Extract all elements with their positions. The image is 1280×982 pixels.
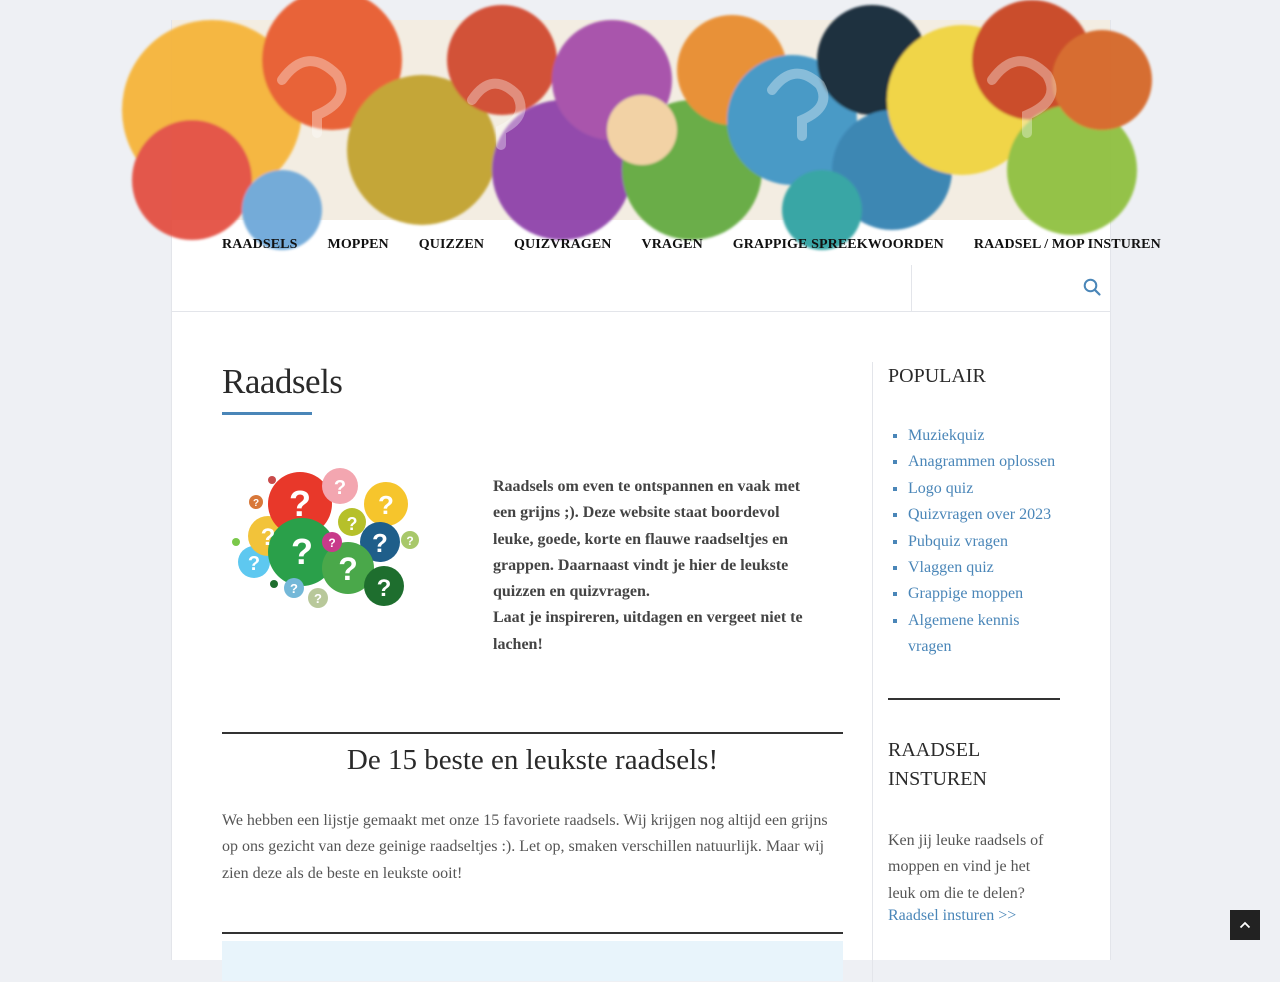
list-item xyxy=(908,555,1060,581)
svg-text:?: ? xyxy=(406,534,414,548)
nav-item-quizvragen[interactable]: QUIZVRAGEN xyxy=(514,237,612,252)
riddle-box xyxy=(222,941,843,981)
nav-item-grappige-spreekwoorden[interactable]: GRAPPIGE SPREEKWOORDEN xyxy=(732,237,944,252)
sidebar-divider xyxy=(888,698,1060,700)
svg-text:?: ? xyxy=(290,581,298,596)
chevron-up-icon xyxy=(1239,920,1251,930)
popular-link-vlaggen-quiz[interactable]: Vlaggen quiz xyxy=(908,559,994,577)
svg-text:?: ? xyxy=(346,514,358,534)
intro-paragraph: Raadsels om even te ontspannen en vaak met een grijns ;). Deze website staat boordevol leuke, goede, korte en flauwe raadseltjes en grappen. Daarnaast vindt je hier de leukste quizzen en quizvragen. xyxy=(493,478,801,601)
svg-text:?: ? xyxy=(291,531,313,572)
page-title: Raadsels xyxy=(222,362,343,401)
svg-text:?: ? xyxy=(378,490,394,520)
nav-menu xyxy=(222,235,1191,253)
section-title: De 15 beste en leukste raadsels! xyxy=(346,744,719,776)
page-container xyxy=(171,20,1161,960)
svg-text:?: ? xyxy=(314,591,322,606)
list-item xyxy=(908,502,1060,528)
popular-widget-title: POPULAIR xyxy=(888,365,986,387)
popular-link-algemene-kennis[interactable]: Algemene kennis vragen xyxy=(908,611,1020,656)
svg-text:?: ? xyxy=(372,528,388,558)
popular-link-logo-quiz[interactable]: Logo quiz xyxy=(908,479,974,497)
title-underline xyxy=(222,412,312,415)
nav-item-moppen[interactable]: MOPPEN xyxy=(327,237,389,252)
section-text: We hebben een lijstje gemaakt met onze 15 favoriete raadsels. Wij krijgen nog altijd een grijns op ons gezicht van deze geinige raadseltjes :). Let op, smaken verschillen natuurlijk. Maar wij zien deze als de beste en leukste ooit! xyxy=(222,812,828,882)
sidebar xyxy=(872,362,1061,982)
nav-item-vragen[interactable]: VRAGEN xyxy=(641,237,703,252)
list-item xyxy=(908,581,1060,607)
nav-item-raadsel-mop-insturen[interactable]: RAADSEL / MOP INSTUREN xyxy=(973,237,1161,252)
search-input[interactable] xyxy=(920,275,1074,301)
submit-widget-text: Ken jij leuke raadsels of moppen en vind je het leuk om die te delen? xyxy=(888,832,1044,902)
popular-link-anagrammen[interactable]: Anagrammen oplossen xyxy=(908,453,1056,471)
svg-text:?: ? xyxy=(376,575,392,602)
popular-link-pubquiz[interactable]: Pubquiz vragen xyxy=(908,532,1008,550)
svg-text:?: ? xyxy=(260,524,276,551)
svg-text:?: ? xyxy=(338,551,358,587)
svg-text:?: ? xyxy=(333,477,347,499)
popular-link-muziekquiz[interactable]: Muziekquiz xyxy=(908,427,985,444)
list-item xyxy=(908,423,1060,449)
back-to-top-button[interactable] xyxy=(1230,910,1260,940)
list-item xyxy=(908,449,1060,475)
popular-list xyxy=(888,423,1060,661)
header-banner[interactable] xyxy=(172,20,1110,220)
svg-text:?: ? xyxy=(252,498,260,509)
list-item xyxy=(908,608,1060,661)
main-navigation xyxy=(172,220,1161,312)
svg-text:?: ? xyxy=(289,483,311,524)
intro-paragraph-2: Laat je inspireren, uitdagen en vergeet niet te lachen! xyxy=(493,609,803,653)
search-icon[interactable] xyxy=(1083,278,1101,296)
list-item xyxy=(908,476,1060,502)
popular-link-quizvragen-2023[interactable]: Quizvragen over 2023 xyxy=(908,506,1052,524)
svg-text:?: ? xyxy=(247,553,261,575)
question-marks-image xyxy=(228,464,418,612)
banner-image xyxy=(172,20,1110,220)
divider-2 xyxy=(222,932,843,934)
svg-text:?: ? xyxy=(328,536,336,550)
divider xyxy=(222,732,843,734)
nav-item-raadsels[interactable]: RAADSELS xyxy=(222,237,298,252)
nav-item-quizzen[interactable]: QUIZZEN xyxy=(418,237,485,252)
popular-link-grappige-moppen[interactable]: Grappige moppen xyxy=(908,585,1024,603)
search-box xyxy=(911,265,1111,311)
submit-widget-title: RAADSEL INSTUREN xyxy=(888,739,987,790)
intro-text xyxy=(493,474,813,658)
sidebar-inner xyxy=(888,362,1060,924)
submit-riddle-link[interactable]: Raadsel insturen >> xyxy=(888,907,1017,924)
list-item xyxy=(908,529,1060,555)
